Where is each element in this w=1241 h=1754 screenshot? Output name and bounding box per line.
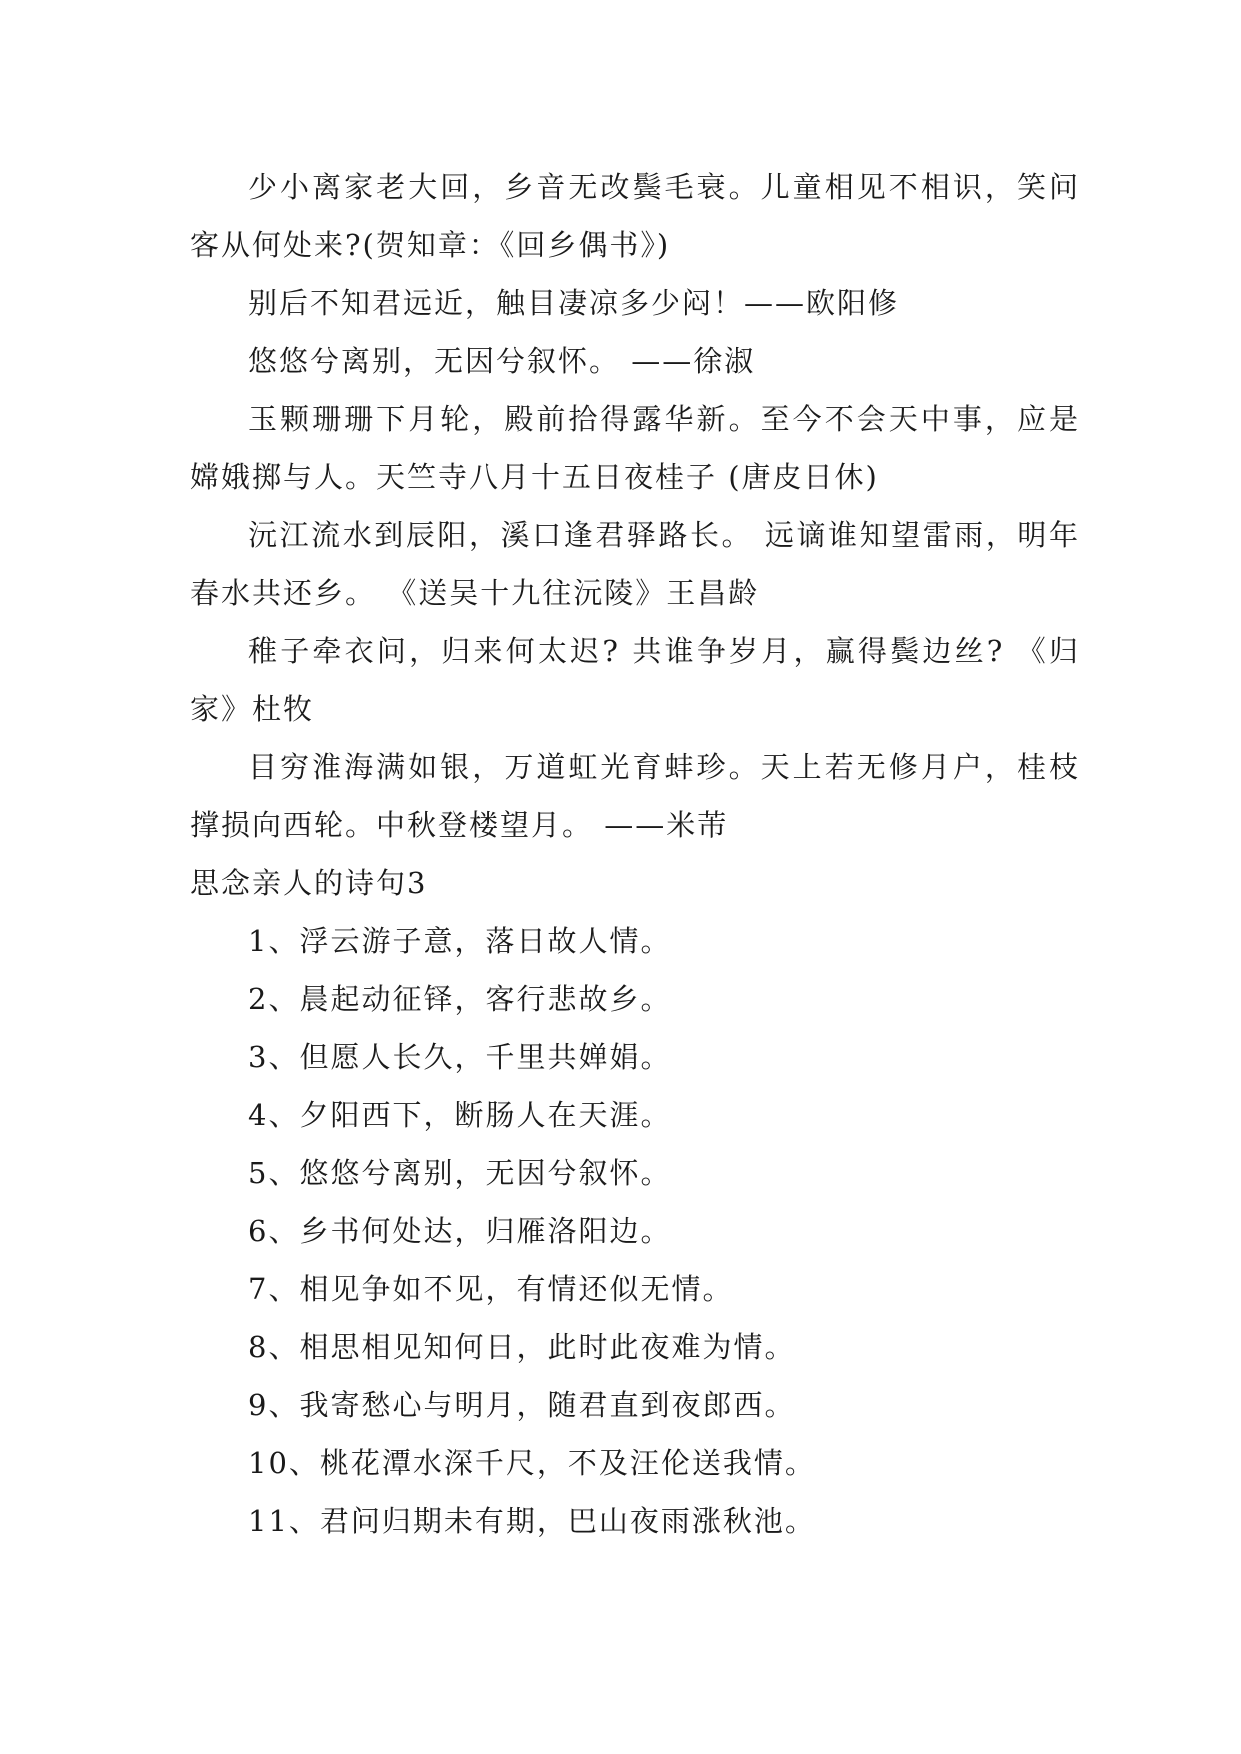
- poem-paragraph-4: 玉颗珊珊下月轮，殿前拾得露华新。至今不会天中事，应是嫦娥掷与人。天竺寺八月十五日夜桂子 (唐皮日休): [190, 402, 1080, 494]
- poem-paragraph-2: 别后不知君远近，触目凄凉多少闷！——欧阳修: [248, 286, 900, 320]
- list-item: 9、我寄愁心与明月，随君直到夜郎西。: [248, 1388, 796, 1422]
- poem-paragraph-5: 沅江流水到辰阳，溪口逢君驿路长。 远谪谁知望雷雨，明年春水共还乡。 《送吴十九往沅陵》王昌龄: [190, 518, 1080, 610]
- section-title: 思念亲人的诗句3: [190, 866, 428, 900]
- poem-paragraph-1: 少小离家老大回，乡音无改鬓毛衰。儿童相见不相识，笑问客从何处来?(贺知章：《回乡偶书》): [190, 170, 1080, 262]
- list-item: 4、夕阳西下，断肠人在天涯。: [248, 1098, 672, 1132]
- list-item: 7、相见争如不见，有情还似无情。: [248, 1272, 734, 1306]
- poem-paragraph-7: 目穷淮海满如银，万道虹光育蚌珍。天上若无修月户，桂枝撑损向西轮。中秋登楼望月。 ——米芾: [190, 750, 1080, 842]
- list-item: 3、但愿人长久，千里共婵娟。: [248, 1040, 672, 1074]
- list-item: 6、乡书何处达，归雁洛阳边。: [248, 1214, 672, 1248]
- list-item: 11、君问归期未有期，巴山夜雨涨秋池。: [248, 1504, 816, 1538]
- list-item: 10、桃花潭水深千尺，不及汪伦送我情。: [248, 1446, 816, 1480]
- list-item: 5、悠悠兮离别，无因兮叙怀。: [248, 1156, 672, 1190]
- poem-paragraph-6: 稚子牵衣问，归来何太迟? 共谁争岁月，赢得鬓边丝? 《归家》杜牧: [190, 634, 1080, 726]
- document-body: [190, 158, 1080, 1550]
- list-item: 1、浮云游子意，落日故人情。: [248, 924, 672, 958]
- poem-paragraph-3: 悠悠兮离别，无因兮叙怀。 ——徐淑: [248, 344, 756, 378]
- list-item: 8、相思相见知何日，此时此夜难为情。: [248, 1330, 796, 1364]
- list-item: 2、晨起动征铎，客行悲故乡。: [248, 982, 672, 1016]
